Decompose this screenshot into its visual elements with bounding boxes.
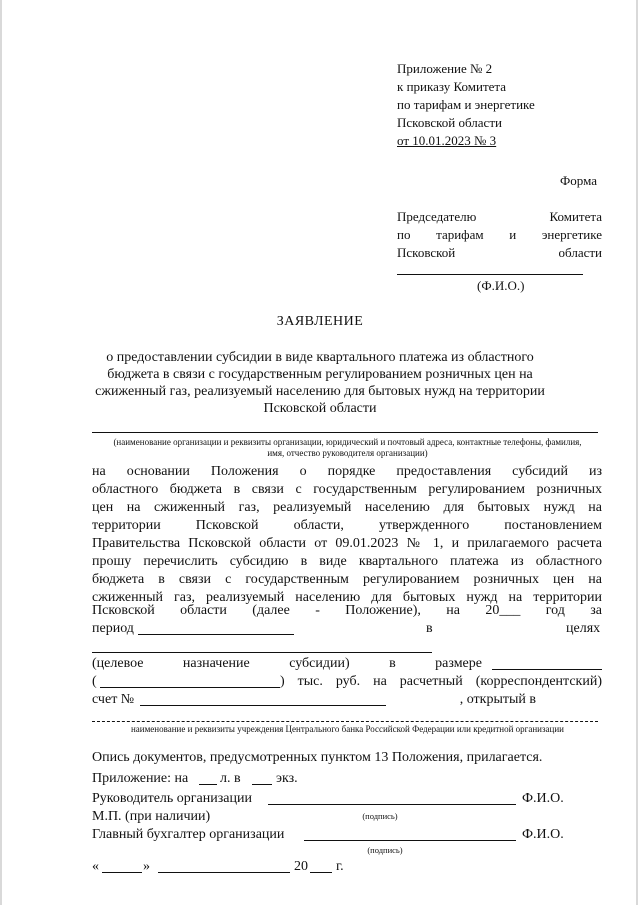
period-end: целях xyxy=(566,621,601,636)
page-title: ЗАЯВЛЕНИЕ xyxy=(276,314,364,329)
appendix-line3: по тарифам и энергетике xyxy=(397,97,535,112)
amount-paren-open: ( xyxy=(92,674,97,689)
form-label: Форма xyxy=(560,173,597,188)
head-signature-line[interactable] xyxy=(268,804,516,805)
addressee-fio-caption: (Ф.И.О.) xyxy=(477,278,525,293)
appendix-line5: от 10.01.2023 № 3 xyxy=(397,133,497,148)
body-line-7: бюджета в связи с государственным регулированием розничных цен на xyxy=(92,572,602,587)
period-mid: в xyxy=(426,621,433,636)
accountant-label: Главный бухгалтер организации xyxy=(92,827,285,842)
stamp-label: М.П. (при наличии) xyxy=(92,809,211,824)
appendix-line1: Приложение № 2 xyxy=(397,61,493,76)
attachment-sheets-text: л. в xyxy=(220,771,241,786)
body-line-6: прошу перечислить субсидию в виде квартального платежа из областного xyxy=(92,554,602,569)
body-line-9: Псковской области (далее - Положение), на 20___ год за xyxy=(92,603,602,618)
attachment-label: Приложение: на xyxy=(92,771,189,786)
bank-caption: наименование и реквизиты учреждения Центрального банка Российской Федерации или кредитной организации xyxy=(130,724,564,734)
amount-words-line[interactable] xyxy=(100,687,280,688)
appendix-line2: к приказу Комитета xyxy=(397,79,507,94)
attachment-copies-line[interactable] xyxy=(252,784,272,785)
date-quote-close: » xyxy=(143,859,150,874)
head-label: Руководитель организации xyxy=(92,791,252,806)
organization-caption: (наименование организации и реквизиты организации, юридический и почтовый адреса, контактные телефоны, фамилия, имя, отчество руководителя организации) xyxy=(113,437,582,458)
addressee-line2: по тарифам и энергетике xyxy=(397,227,602,242)
subtitle-line1: о предоставлении субсидии в виде квартального платежа из областного xyxy=(106,350,534,365)
attachment-sheets-line[interactable] xyxy=(199,784,217,785)
date-year-suffix: г. xyxy=(336,859,344,874)
date-year-line[interactable] xyxy=(310,872,332,873)
head-signature-caption: (подпись) xyxy=(362,811,398,821)
account-label: счет № xyxy=(92,692,135,707)
subtitle-line4: Псковской области xyxy=(263,401,377,416)
body-line-4: территории Псковской области, утвержденного постановлением xyxy=(92,518,602,533)
body-line-8: сжиженный газ, реализуемый населению для бытовых нужд на территории xyxy=(92,590,602,605)
attachment-copies-text: экз. xyxy=(276,771,298,786)
accountant-fio-label: Ф.И.О. xyxy=(522,827,564,842)
scan-edge-right xyxy=(636,0,638,905)
addressee-line3: Псковской области xyxy=(397,245,602,260)
amount-text: ) тыс. руб. на расчетный (корреспондентский) xyxy=(280,674,602,689)
bank-input-line[interactable] xyxy=(92,721,598,722)
accountant-signature-caption: (подпись) xyxy=(367,845,403,855)
date-quote-open: « xyxy=(92,859,99,874)
head-fio-label: Ф.И.О. xyxy=(522,791,564,806)
body-line-2: областного бюджета в связи с государственным регулированием розничных xyxy=(92,482,602,497)
period-input-line[interactable] xyxy=(138,634,294,635)
date-month-line[interactable] xyxy=(158,872,290,873)
organization-input-line[interactable] xyxy=(92,432,598,433)
period-label: период xyxy=(92,621,134,636)
body-line-1: на основании Положения о порядке предоставления субсидий из xyxy=(92,464,602,479)
scan-edge-left xyxy=(0,0,2,905)
date-day-line[interactable] xyxy=(102,872,142,873)
appendix-line4: Псковской области xyxy=(397,115,502,130)
addressee-fio-line xyxy=(397,274,583,275)
amount-input-line[interactable] xyxy=(492,669,602,670)
purpose-input-line[interactable] xyxy=(92,652,432,653)
body-line-5: Правительства Псковской области от 09.01.2023 № 1, и прилагаемого расчета xyxy=(92,536,602,551)
subtitle-line2: бюджета в связи с государственным регулированием розничных цен на xyxy=(107,367,533,382)
opened-in-text: , открытый в xyxy=(459,692,536,707)
account-input-line[interactable] xyxy=(140,705,386,706)
body-line-3: цен на сжиженный газ, реализуемый населению для бытовых нужд на xyxy=(92,500,602,515)
date-year-prefix: 20 xyxy=(294,859,308,874)
subtitle-line3: сжиженный газ, реализуемый населению для бытовых нужд на территории xyxy=(95,384,545,399)
accountant-signature-line[interactable] xyxy=(304,840,516,841)
addressee-line1: Председателю Комитета xyxy=(397,209,602,224)
purpose-text: (целевое назначение субсидии) в размере xyxy=(92,656,482,671)
docs-line: Опись документов, предусмотренных пунктом 13 Положения, прилагается. xyxy=(92,750,543,765)
